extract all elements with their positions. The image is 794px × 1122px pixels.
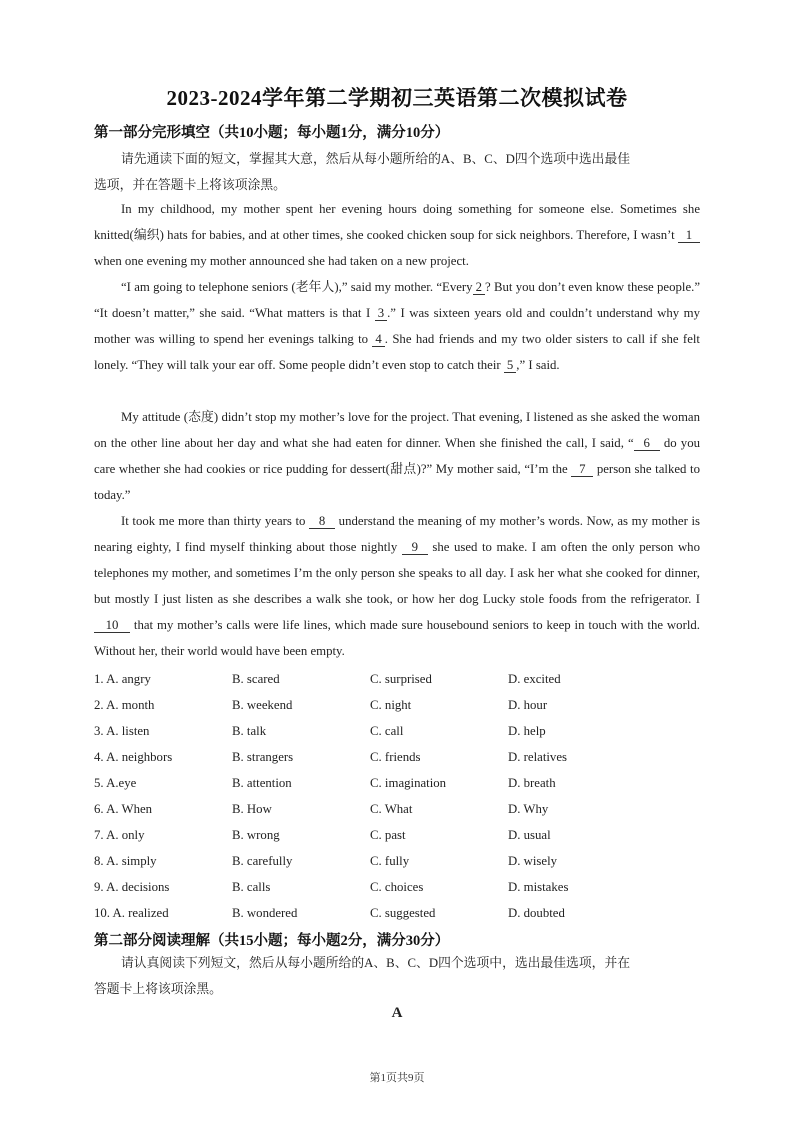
option-b: B. weekend [232,697,293,712]
option-d: D. hour [508,697,548,712]
paragraph-text: understand the meaning of my mother’s words. Now, as my mother is nearing eighty, I find myself thinking about those nightly [94,514,700,554]
paragraph-text: .” I was sixteen years old and couldn’t understand why my mother was willing to spend her evenings talking to [94,306,700,346]
option-d: D. Why [508,801,549,816]
option-row [94,796,700,822]
option-b: B. talk [232,723,267,738]
option-b: B. wrong [232,827,280,842]
option-row [94,692,700,718]
paragraph-text: “I am going to telephone seniors (老年人),” said my mother. “Every [121,280,473,294]
paragraph-text: she used to make. I am often the only person who telephones my mother, and sometimes I’m the only person she speaks to all day. I ask her what she cooked for dinner, but mostly I just listen as she describes a walk she took, or how her dog Lucky stole foods from the refrigerator. I [94,540,700,606]
option-row [94,770,700,796]
paragraph-text: . She had friends and my two older sisters to call if she felt lonely. “They will talk your ear off. Some people didn’t even stop to catch their [94,332,700,372]
question-option-a: 7. A. only [94,827,145,842]
option-d: D. wisely [508,853,558,868]
paragraph-text: that my mother’s calls were life lines, which made sure housebound seniors to keep in touch with the world. Without her, their world would have been empty. [94,618,700,658]
option-row [94,718,700,744]
option-b: B. attention [232,775,292,790]
option-b: B. wondered [232,905,298,920]
question-option-a: 1. A. angry [94,671,151,686]
option-b: B. How [232,801,272,816]
passage-paragraph-2 [94,274,700,378]
question-option-a: 2. A. month [94,697,155,712]
page-title: 2023-2024学年第二学期初三英语第二次模拟试卷 [166,86,628,110]
option-d: D. usual [508,827,551,842]
option-c: C. imagination [370,775,447,790]
paragraph-text: It took me more than thirty years to [121,514,310,528]
option-row [94,848,700,874]
blank-8: 8 [309,514,335,529]
part2-heading: 第二部分阅读理解（共15小题；每小题2分，满分30分） [94,933,450,949]
option-row [94,744,700,770]
passage-paragraph-1 [94,196,700,274]
part2-instruction [94,950,700,1002]
page-footer: 第1页共9页 [369,1072,425,1084]
blank-1: 1 [678,228,700,243]
option-c: C. choices [370,879,424,894]
option-b: B. scared [232,671,280,686]
option-c: C. What [370,801,413,816]
option-b: B. strangers [232,749,294,764]
option-d: D. help [508,723,546,738]
option-c: C. fully [370,853,410,868]
blank-6: 6 [634,436,660,451]
part1-heading: 第一部分完形填空（共10小题；每小题1分，满分10分） [94,125,450,141]
blank-7: 7 [571,462,593,477]
option-c: C. friends [370,749,421,764]
option-d: D. breath [508,775,556,790]
option-row [94,666,700,692]
part1-instruction-line2: 选项，并在答题卡上将该项涂黑。 [94,178,286,192]
blank-4: 4 [372,332,384,347]
question-option-a: 5. A.eye [94,775,137,790]
question-option-a: 9. A. decisions [94,879,170,894]
paragraph-text: person she talked to today.” [94,462,700,502]
answer-options [94,666,700,926]
paragraph-text: when one evening my mother announced she had taken on a new project. [94,254,469,268]
option-d: D. mistakes [508,879,569,894]
option-d: D. doubted [508,905,565,920]
passage-paragraph-4 [94,508,700,664]
option-c: C. suggested [370,905,436,920]
paragraph-text: My attitude (态度) didn’t stop my mother’s love for the project. That evening, I listened as she asked the woman on the other line about her day and what she had eaten for dinner. When she finished the call, I said, “ [94,410,700,450]
option-row [94,822,700,848]
option-d: D. excited [508,671,561,686]
paragraph-text: do you care whether she had cookies or rice pudding for dessert(甜点)?” My mother said, “I’m the [94,436,701,476]
option-c: C. past [370,827,406,842]
option-row [94,900,700,926]
paragraph-text: ,” I said. [516,358,560,372]
question-option-a: 4. A. neighbors [94,749,173,764]
paragraph-text: In my childhood, my mother spent her evening hours doing something for someone else. Sometimes she knitted(编织) hats for babies, and at other times, she cooked chicken soup for sick neighbors. Therefore, I wasn’t [94,202,700,242]
passage-paragraph-3 [94,404,700,508]
question-option-a: 6. A. When [94,801,153,816]
option-row [94,874,700,900]
option-c: C. night [370,697,412,712]
part1-instruction-line1: 请先通读下面的短文，掌握其大意，然后从每小题所给的A、B、C、D四个选项中选出最佳 [121,152,631,166]
blank-9: 9 [402,540,428,555]
option-c: C. surprised [370,671,432,686]
question-option-a: 8. A. simply [94,853,157,868]
option-d: D. relatives [508,749,567,764]
blank-2: 2 [473,280,485,295]
question-option-a: 3. A. listen [94,723,150,738]
option-b: B. calls [232,879,271,894]
paragraph-text: ? But you don’t even know these people.” “It doesn’t matter,” she said. “What matters is that I [94,280,701,320]
passage-label: A [391,1005,403,1021]
blank-5: 5 [504,358,516,373]
part1-instruction [94,146,700,198]
part2-instruction-line2: 答题卡上将该项涂黑。 [94,982,222,996]
option-b: B. carefully [232,853,293,868]
blank-10: 10 [94,618,130,633]
blank-3: 3 [375,306,387,321]
part2-instruction-line1: 请认真阅读下列短文，然后从每小题所给的A、B、C、D四个选项中，选出最佳选项，并在 [121,956,631,970]
question-option-a: 10. A. realized [94,905,169,920]
option-c: C. call [370,723,404,738]
